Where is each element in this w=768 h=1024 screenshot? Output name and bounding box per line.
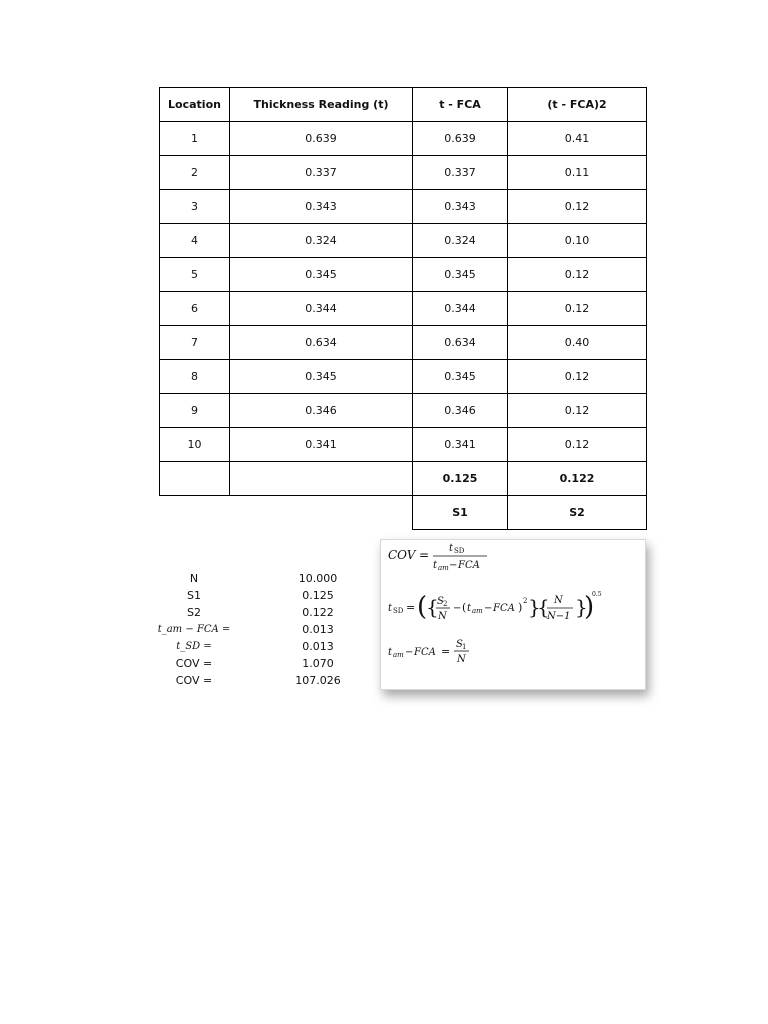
s2-letter: S [437,596,444,607]
cell-t-fca: 0.343 [413,190,508,224]
s2-sub: 2 [443,600,448,608]
tsd-formula [388,591,602,622]
tsd-equals: = [406,601,416,614]
table-row [160,190,647,224]
cell-t-fca-squared: 0.12 [508,292,647,326]
formula-box [380,539,646,690]
header-t-fca-squared: (t - FCA)2 [508,88,647,122]
cell-t-fca-squared: 0.12 [508,190,647,224]
cell-thickness: 0.344 [230,292,413,326]
cell-t-fca-squared: 0.12 [508,428,647,462]
tam-t: t [467,603,472,614]
table-row [160,292,647,326]
cell-t-fca: 0.345 [413,360,508,394]
totals-row [160,462,647,496]
n-den: N−1 [547,611,571,622]
summary-label: N [189,572,199,585]
cell-thickness: 0.337 [230,156,413,190]
paren-close: ) [518,601,523,614]
summary-row [140,673,360,690]
cell-location: 8 [160,360,230,394]
cell-thickness: 0.634 [230,326,413,360]
s2-den: N [438,611,447,622]
tam2-t: t [388,647,393,658]
cell-t-fca-squared: 0.12 [508,360,647,394]
s1-den: N [457,654,466,665]
cell-t-fca-squared: 0.41 [508,122,647,156]
summary-value: 0.125 [302,589,334,602]
cell-location: 2 [160,156,230,190]
numerator-sub: SD [454,547,465,555]
summary-row [140,571,360,588]
total-labels-row [160,496,647,530]
empty-cell [160,496,230,530]
header-t-fca: t - FCA [413,88,508,122]
brace-open-2: { [537,595,550,619]
tsd-sub: SD [393,607,404,615]
minus-sign-3: − [484,603,493,614]
summary-block [140,571,360,690]
table-row [160,360,647,394]
cell-t-fca-squared: 0.10 [508,224,647,258]
table-header-row [160,88,647,122]
blank-cell [230,462,413,496]
equals-sign: = [419,548,430,562]
denominator-t: t [433,560,438,571]
cell-thickness: 0.341 [230,428,413,462]
summary-value: 10.000 [298,572,338,585]
minus-sign-4: − [405,647,414,658]
cell-t-fca-squared: 0.12 [508,394,647,428]
summary-row [140,605,360,622]
total-s2: 0.122 [508,462,647,496]
paren-open: ( [462,601,467,614]
summary-label: t_am − FCA = [157,624,231,635]
summary-value: 107.026 [295,674,341,687]
tsd-t: t [388,603,393,614]
cov-lhs: COV [388,548,416,562]
table-row [160,156,647,190]
cell-thickness: 0.346 [230,394,413,428]
cell-t-fca: 0.345 [413,258,508,292]
table-row [160,326,647,360]
table-row [160,258,647,292]
cell-t-fca: 0.639 [413,122,508,156]
table-row [160,428,647,462]
empty-cell [230,496,413,530]
cell-thickness: 0.639 [230,122,413,156]
outer-paren-close: ) [584,592,595,622]
brace-open: { [426,595,439,619]
tam2-sub: am [393,651,404,659]
cell-thickness: 0.324 [230,224,413,258]
cell-t-fca: 0.634 [413,326,508,360]
brace-close: } [528,595,541,619]
cell-t-fca: 0.324 [413,224,508,258]
exp-05: 0.5 [592,591,602,598]
minus-sign: − [449,560,458,571]
denominator-fca: FCA [458,560,480,571]
summary-value: 0.013 [302,640,334,653]
n-num: N [554,595,563,606]
cell-thickness: 0.345 [230,258,413,292]
label-s1: S1 [413,496,508,530]
cell-t-fca: 0.337 [413,156,508,190]
numerator-t: t [449,543,454,554]
tam-sub: am [472,607,483,615]
cell-thickness: 0.345 [230,360,413,394]
cov-formula [388,543,487,572]
summary-row [140,639,360,656]
summary-label: S2 [187,606,201,619]
thickness-table [159,87,647,530]
cell-location: 7 [160,326,230,360]
cell-thickness: 0.343 [230,190,413,224]
exp-2: 2 [523,597,528,605]
s1-sub: 1 [462,643,467,651]
summary-label: t_SD = [176,641,212,652]
summary-label: COV = [175,657,213,670]
minus-sign-2: − [453,603,462,614]
blank-cell [160,462,230,496]
tam-formula [388,639,469,665]
table-row [160,122,647,156]
cell-location: 6 [160,292,230,326]
table-row [160,224,647,258]
summary-value: 1.070 [302,657,334,670]
label-s2: S2 [508,496,647,530]
outer-paren-open: ( [417,592,428,622]
cell-t-fca-squared: 0.12 [508,258,647,292]
tsd-fca: FCA [493,603,515,614]
summary-row [140,656,360,673]
formula-image [381,540,645,689]
cell-t-fca: 0.341 [413,428,508,462]
cell-location: 5 [160,258,230,292]
cell-location: 3 [160,190,230,224]
denominator-sub: am [438,564,449,572]
cell-location: 4 [160,224,230,258]
summary-value: 0.013 [302,623,334,636]
cell-location: 1 [160,122,230,156]
cell-t-fca: 0.346 [413,394,508,428]
brace-close-2: } [575,595,588,619]
cell-location: 9 [160,394,230,428]
header-thickness: Thickness Reading (t) [230,88,413,122]
tam2-equals: = [441,645,451,658]
summary-value: 0.122 [302,606,334,619]
summary-label: S1 [187,589,201,602]
summary-row [140,588,360,605]
cell-t-fca: 0.344 [413,292,508,326]
tam2-fca: FCA [414,647,436,658]
summary-row [140,622,360,639]
cell-location: 10 [160,428,230,462]
s1-letter: S [456,639,463,650]
cell-t-fca-squared: 0.11 [508,156,647,190]
summary-label: COV = [175,674,213,687]
cell-t-fca-squared: 0.40 [508,326,647,360]
total-s1: 0.125 [413,462,508,496]
header-location: Location [160,88,230,122]
table-row [160,394,647,428]
